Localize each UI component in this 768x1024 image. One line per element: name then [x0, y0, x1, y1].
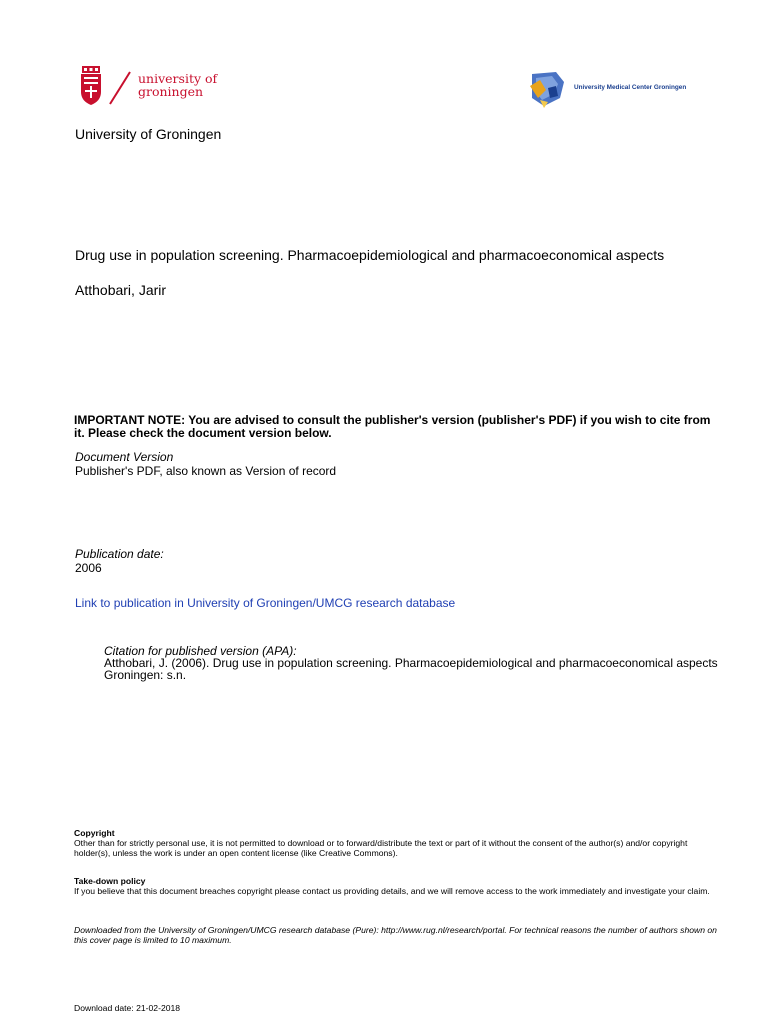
university-of-groningen-logo: [78, 66, 228, 110]
divider-slash-icon: [106, 68, 134, 108]
citation-section: [104, 645, 724, 681]
citation-label: Citation for published version (APA):: [104, 644, 297, 658]
download-info: Downloaded from the University of Groningen/UMCG research database (Pure): http://www.rug.nl/research/portal. For technical reasons the number of authors shown on this cover page is limited to 10 maximum.: [74, 925, 717, 945]
publication-date-value: 2006: [75, 561, 102, 575]
umcg-logo: [526, 68, 726, 110]
copyright-section: [74, 828, 724, 858]
publication-link[interactable]: Link to publication in University of Groningen/UMCG research database: [75, 596, 456, 610]
document-version-section: [75, 450, 336, 478]
publication-author: Atthobari, Jarir: [75, 282, 167, 298]
takedown-section: [74, 876, 724, 896]
document-version-label: Document Version: [75, 450, 174, 464]
takedown-heading: Take-down policy: [74, 876, 146, 886]
rug-shield-icon: [78, 66, 104, 106]
university-heading: University of Groningen: [75, 126, 222, 142]
citation-text: Atthobari, J. (2006). Drug use in population screening. Pharmacoepidemiological and pharmacoeconomical aspects Groningen: s.n.: [104, 656, 718, 682]
copyright-heading: Copyright: [74, 828, 115, 838]
important-note: IMPORTANT NOTE: You are advised to consult the publisher's version (publisher's PDF) if you wish to cite from it. Please check the document version below.: [74, 413, 711, 440]
rug-wordmark: university of groningen: [138, 71, 218, 99]
umcg-emblem-icon: [526, 68, 570, 110]
takedown-text: If you believe that this document breaches copyright please contact us providing details, and we will remove access to the work immediately and investigate your claim.: [74, 886, 710, 896]
copyright-text: Other than for strictly personal use, it is not permitted to download or to forward/distribute the text or part of it without the consent of the author(s) and/or copyright holder(s), unless the work is under an open content license (like Creative Commons).: [74, 838, 688, 858]
download-date: Download date: 21-02-2018: [74, 1003, 181, 1013]
document-version-value: Publisher's PDF, also known as Version of record: [75, 464, 337, 478]
publication-date-label: Publication date:: [75, 547, 164, 561]
publication-date-section: [75, 547, 164, 575]
publication-title: Drug use in population screening. Pharmacoepidemiological and pharmacoeconomical aspects: [75, 247, 665, 263]
umcg-name: University Medical Center Groningen: [574, 84, 687, 91]
